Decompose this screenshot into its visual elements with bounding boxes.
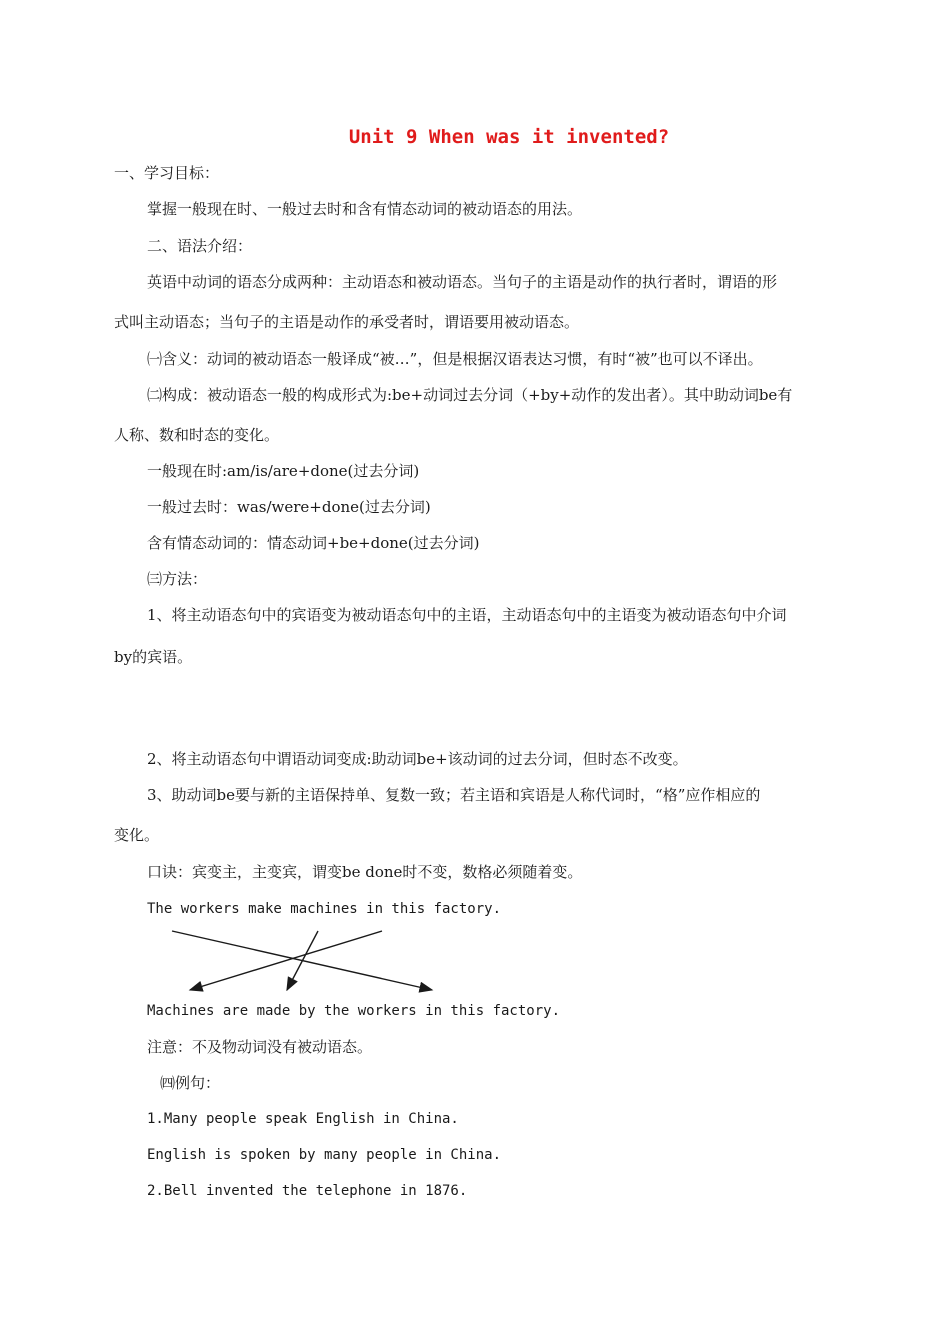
method-line-2: 2、将主动语态句中谓语动词变成:助动词be+该动词的过去分词，但时态不改变。 xyxy=(147,750,688,768)
meaning-line: ㈠含义：动词的被动语态一般译成“被…”，但是根据汉语表达习惯，有时“被”也可以不译出。 xyxy=(147,350,763,368)
example-1-active: 1.Many people speak English in China. xyxy=(147,1111,459,1127)
rhyme-line: 口诀：宾变主，主变宾，谓变be done时不变，数格必须随着变。 xyxy=(147,863,583,881)
passive-example: Machines are made by the workers in this factory. xyxy=(147,1003,561,1019)
note-line: 注意：不及物动词没有被动语态。 xyxy=(147,1038,373,1056)
structure-line-2: 人称、数和时态的变化。 xyxy=(114,426,280,444)
present-tense-formula: 一般现在时:am/is/are+done(过去分词) xyxy=(147,462,420,480)
method-heading: ㈢方法： xyxy=(147,570,208,588)
objective-text: 掌握一般现在时、一般过去时和含有情态动词的被动语态的用法。 xyxy=(147,200,583,218)
objective-heading: 一、学习目标： xyxy=(114,164,220,182)
active-example: The workers make machines in this factory. xyxy=(147,901,502,917)
modal-formula: 含有情态动词的：情态动词+be+done(过去分词) xyxy=(147,534,480,552)
example-2-active: 2.Bell invented the telephone in 1876. xyxy=(147,1183,468,1199)
verb-arrow xyxy=(287,931,318,990)
past-tense-formula: 一般过去时：was/were+done(过去分词) xyxy=(147,498,431,516)
structure-line-1: ㈡构成：被动语态一般的构成形式为:be+动词过去分词（+by+动作的发出者）。其中助动词be有 xyxy=(147,386,793,404)
intro-line-2: 式叫主动语态；当句子的主语是动作的承受者时，谓语要用被动语态。 xyxy=(114,313,580,331)
object-to-subject-arrow xyxy=(190,931,382,990)
examples-heading: ㈣例句： xyxy=(160,1074,221,1092)
intro-line-1: 英语中动词的语态分成两种：主动语态和被动语态。当句子的主语是动作的执行者时，谓语的形 xyxy=(147,273,778,291)
example-1-passive: English is spoken by many people in China. xyxy=(147,1147,502,1163)
method-line-3a: 3、助动词be要与新的主语保持单、复数一致；若主语和宾语是人称代词时，“格”应作相应的 xyxy=(147,786,761,804)
page-title: Unit 9 When was it invented? xyxy=(348,126,670,148)
method-line-1a: 1、将主动语态句中的宾语变为被动语态句中的主语，主动语态句中的主语变为被动语态句中介词 xyxy=(147,606,787,624)
grammar-heading: 二、语法介绍： xyxy=(147,237,253,255)
method-line-3b: 变化。 xyxy=(114,826,160,844)
method-line-1b: by的宾语。 xyxy=(114,648,193,666)
